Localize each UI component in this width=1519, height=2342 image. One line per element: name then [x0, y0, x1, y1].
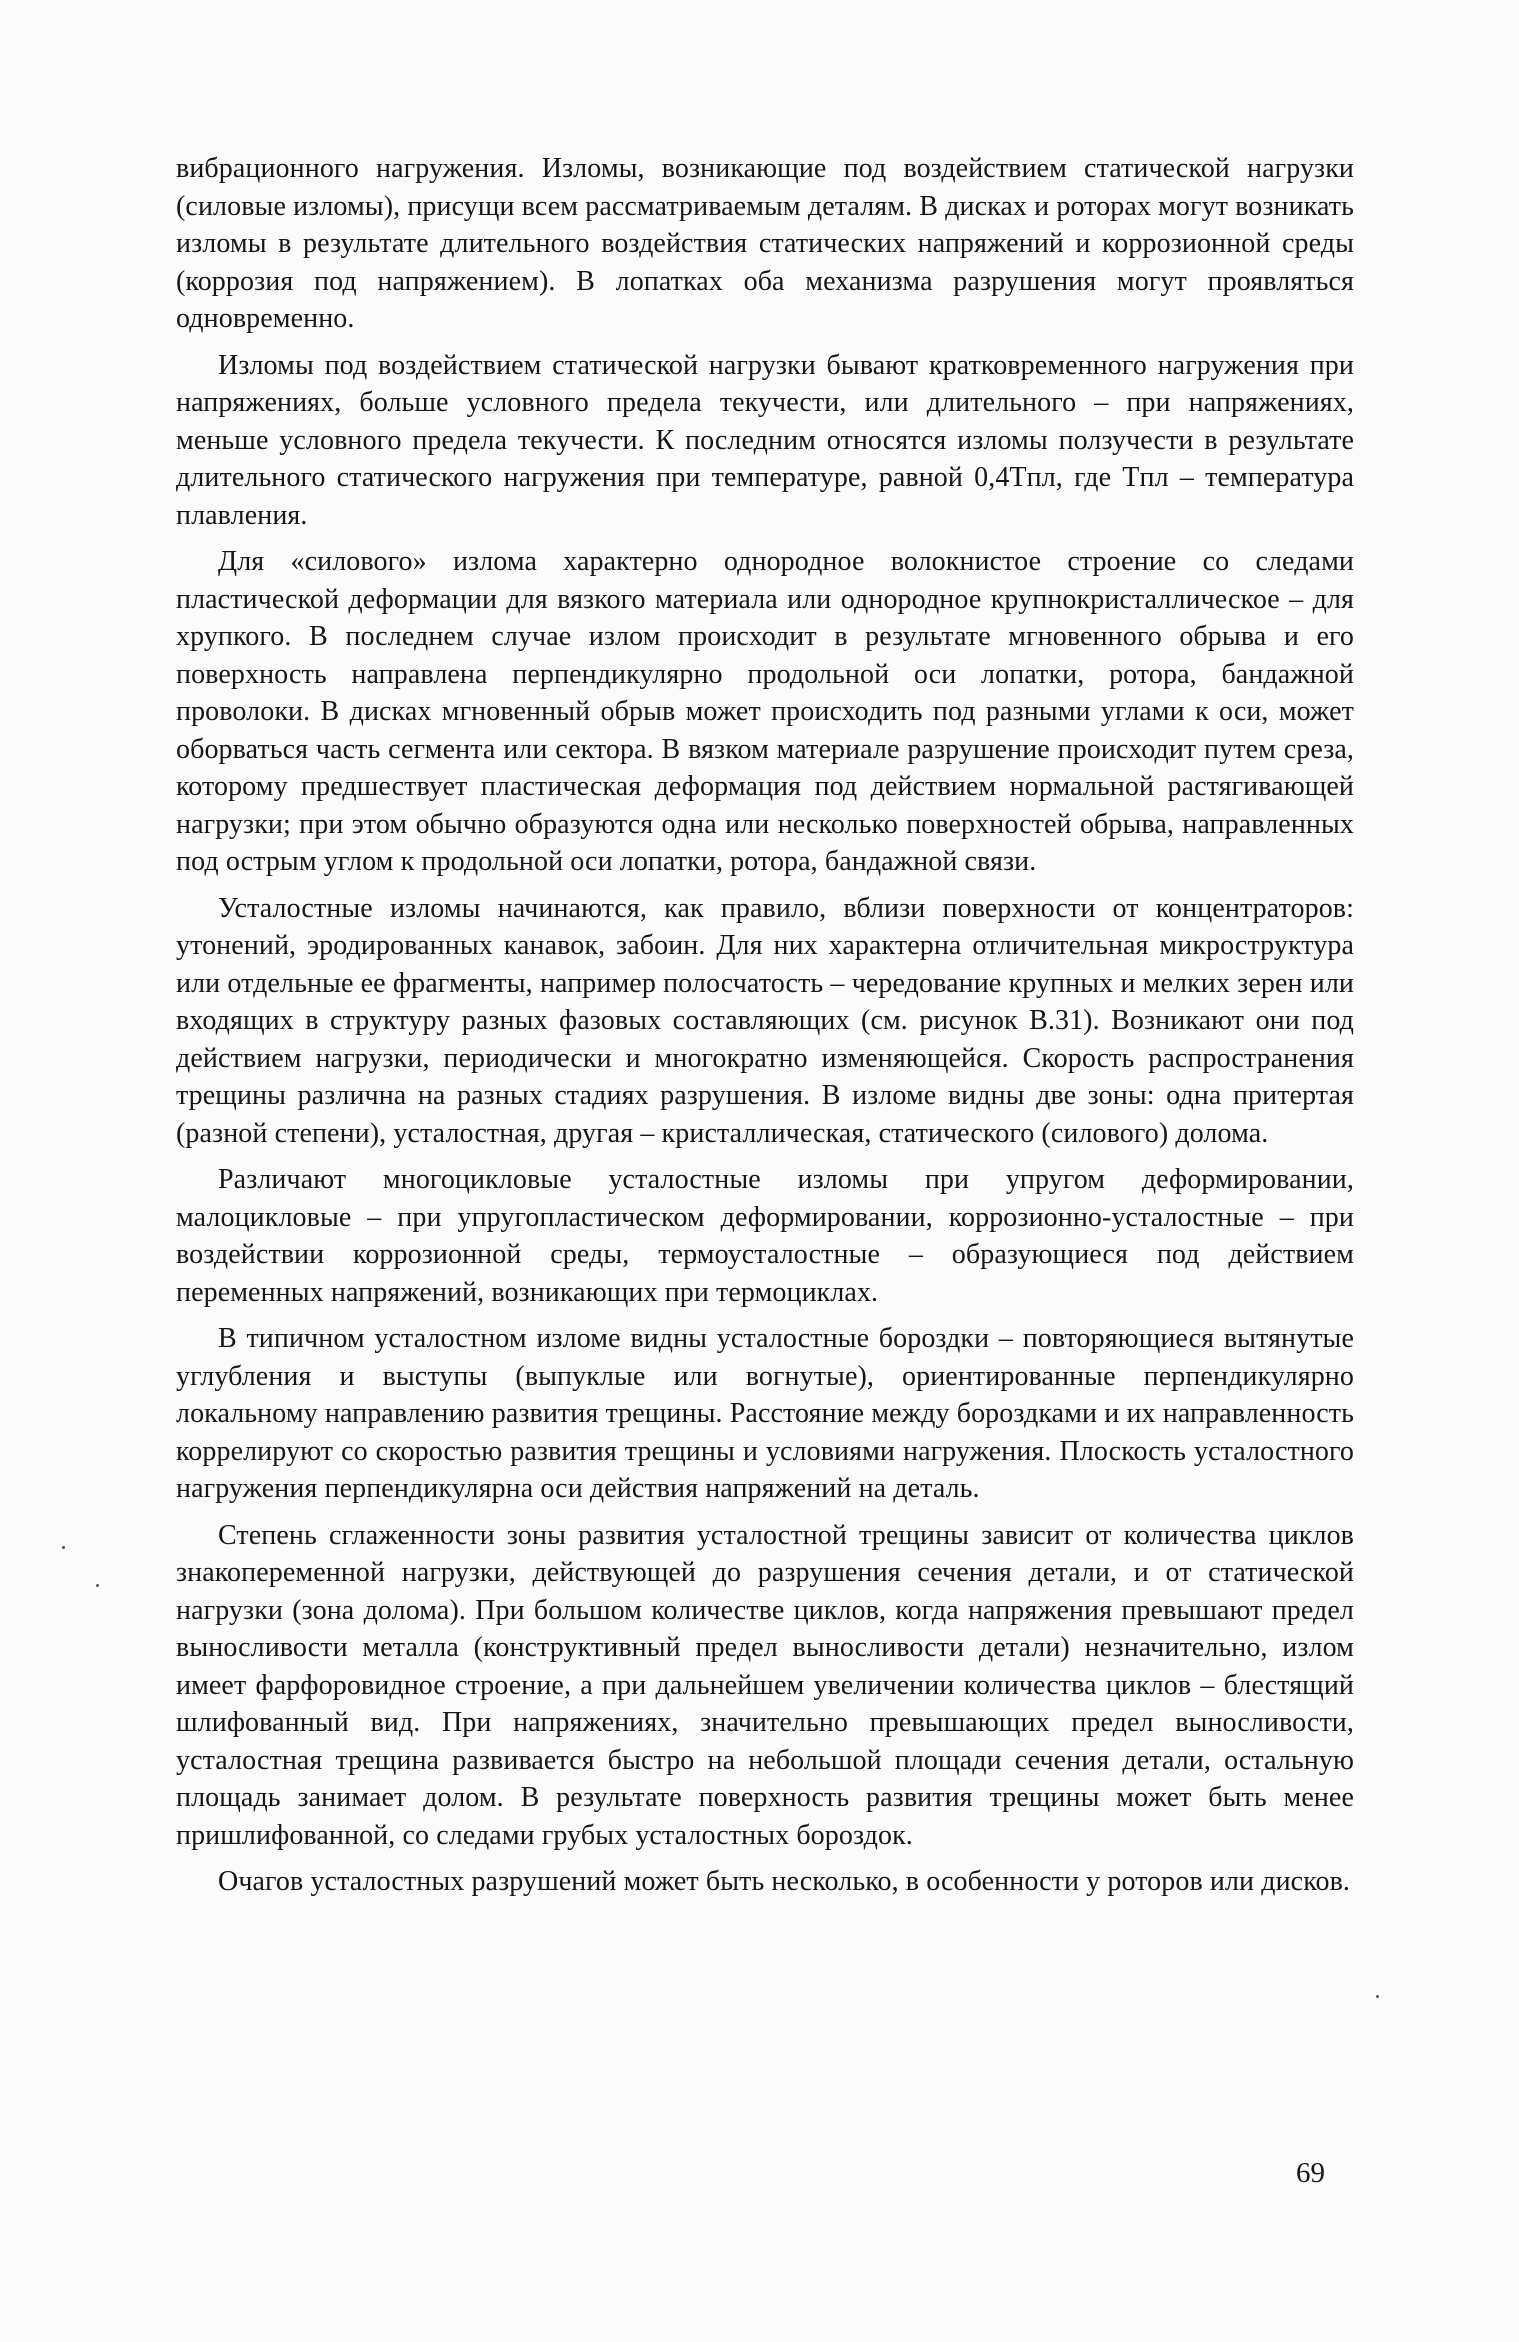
scan-speck — [1376, 1995, 1379, 1998]
paragraph-7: Степень сглаженности зоны развития усталостной трещины зависит от количества циклов знакопеременной нагрузки, действующей до разрушения сечения детали, и от статической нагрузки (зона долома). При большом количестве циклов, когда напряжения превышают предел выносливости металла (конструктивный предел выносливости детали) незначительно, излом имеет фарфоровидное строение, а при дальнейшем увеличении количества циклов – блестящий шлифованный вид. При напряжениях, значительно превышающих предел выносливости, усталостная трещина развивается быстро на небольшой площади сечения детали, остальную площадь занимает долом. В результате поверхность развития трещины может быть менее пришлифованной, со следами грубых усталостных бороздок. — [176, 1519, 1354, 1851]
paragraph-8: Очагов усталостных разрушений может быть несколько, в особенности у роторов или дисков. — [218, 1866, 1350, 1897]
scan-speck — [96, 1584, 99, 1587]
page-number: 69 — [1296, 2157, 1325, 2189]
scan-speck — [62, 1546, 65, 1549]
paragraph-3: Для «силового» излома характерно однородное волокнистое строение со следами пластической деформации для вязкого материала или однородное крупнокристаллическое – для хрупкого. В последнем случае излом происходит в результате мгновенного обрыва и его поверхность направлена перпендикулярно продольной оси лопатки, ротора, бандажной проволоки. В дисках мгновенный обрыв может происходить под разными углами к оси, может оборваться часть сегмента или сектора. В вязком материале разрушение происходит путем среза, которому предшествует пластическая деформация под действием нормальной растягивающей нагрузки; при этом обычно образуются одна или несколько поверхностей обрыва, направленных под острым углом к продольной оси лопатки, ротора, бандажной связи. — [176, 546, 1354, 877]
paragraph-1: вибрационного нагружения. Изломы, возникающие под воздействием статической нагрузки (силовые изломы), присущи всем рассматриваемым деталям. В дисках и роторах могут возникать изломы в результате длительного воздействия статических напряжений и коррозионной среды (коррозия под напряжением). В лопатках оба механизма разрушения могут проявляться одновременно. — [176, 153, 1354, 334]
body-text — [176, 150, 1354, 1910]
paragraph-2: Изломы под воздействием статической нагрузки бывают кратковременного нагружения при напряжениях, больше условного предела текучести, или длительного – при напряжениях, меньше условного предела текучести. К последним относятся изломы ползучести в результате длительного статического нагружения при температуре, равной 0,4Tпл, где Tпл – температура плавления. — [176, 349, 1354, 531]
paragraph-5: Различают многоцикловые усталостные изломы при упругом деформировании, малоцикловые – при упругопластическом деформировании, коррозионно-усталостные – при воздействии коррозионной среды, термоусталостные – образующиеся под действием переменных напряжений, возникающих при термоциклах. — [176, 1164, 1354, 1308]
paragraph-4: Усталостные изломы начинаются, как правило, вблизи поверхности от концентраторов: утонений, эродированных канавок, забоин. Для них характерна отличительная микроструктура или отдельные ее фрагменты, например полосчатость – чередование крупных и мелких зерен или входящих в структуру разных фазовых составляющих (см. рисунок В.31). Возникают они под действием нагрузки, периодически и многократно изменяющейся. Скорость распространения трещины различна на разных стадиях разрушения. В изломе видны две зоны: одна притертая (разной степени), усталостная, другая – кристаллическая, статического (силового) долома. — [176, 892, 1354, 1149]
paragraph-6: В типичном усталостном изломе видны усталостные бороздки – повторяющиеся вытянутые углубления и выступы (выпуклые или вогнутые), ориентированные перпендикулярно локальному направлению развития трещины. Расстояние между бороздками и их направленность коррелируют со скоростью развития трещины и условиями нагружения. Плоскость усталостного нагружения перпендикулярна оси действия напряжений на деталь. — [176, 1323, 1354, 1504]
